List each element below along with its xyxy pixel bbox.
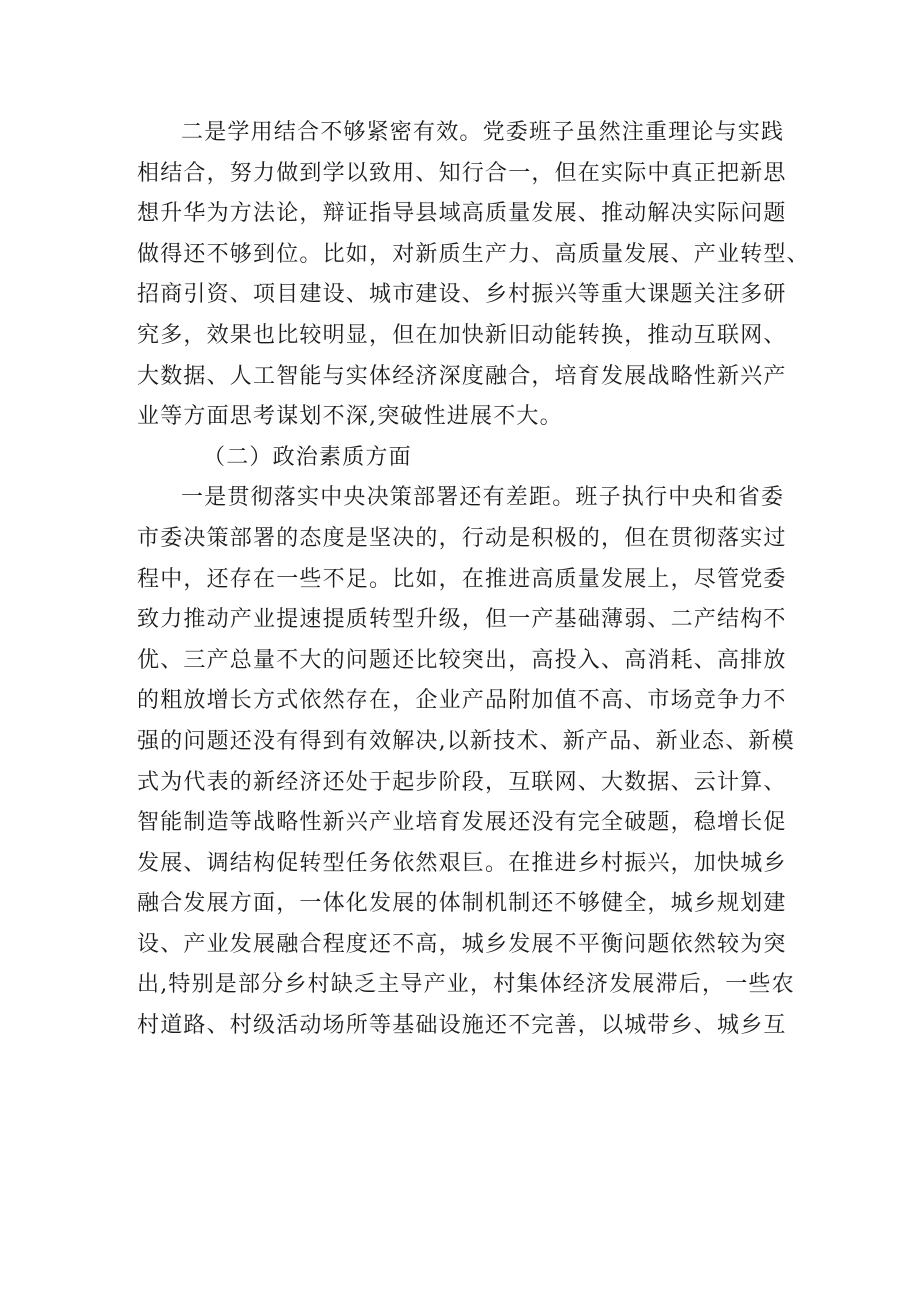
text-line: 相结合，努力做到学以致用、知行合一，但在实际中真正把新思 xyxy=(137,160,787,186)
text-line: 式为代表的新经济还处于起步阶段，互联网、大数据、云计算、 xyxy=(137,769,787,795)
paragraph-learning-application xyxy=(137,113,810,438)
section-heading: （二）政治素质方面 xyxy=(203,444,412,470)
text-line: 二是学用结合不够紧密有效。党委班子虽然注重理论与实践 xyxy=(181,120,785,145)
text-line: 设、产业发展融合程度还不高，城乡发展不平衡问题依然较为突 xyxy=(137,931,787,957)
text-line: 强的问题还没有得到有效解决,以新技术、新产品、新业态、新模 xyxy=(137,728,795,754)
text-line: 一是贯彻落实中央决策部署还有差距。班子执行中央和省委 xyxy=(181,485,785,511)
document-body xyxy=(137,113,810,1047)
text-line: 大数据、人工智能与实体经济深度融合，培育发展战略性新兴产 xyxy=(137,363,787,389)
text-line: 出,特别是部分乡村缺乏主导产业，村集体经济发展滞后，一些农 xyxy=(137,972,795,998)
text-line: 业等方面思考谋划不深,突破性进展不大。 xyxy=(137,404,563,430)
paragraph-policy-implementation xyxy=(137,478,793,1046)
text-line: 优、三产总量不大的问题还比较突出，高投入、高消耗、高排放 xyxy=(137,647,787,673)
text-line: 致力推动产业提速提质转型升级，但一产基础薄弱、二产结构不 xyxy=(137,607,787,633)
text-line: 的粗放增长方式依然存在，企业产品附加值不高、市场竞争力不 xyxy=(137,688,787,714)
text-line: 融合发展方面，一体化发展的体制机制还不够健全，城乡规划建 xyxy=(137,891,787,917)
text-line: 发展、调结构促转型任务依然艰巨。在推进乡村振兴，加快城乡 xyxy=(137,850,787,876)
text-line: 程中，还存在一些不足。比如，在推进高质量发展上，尽管党委 xyxy=(137,566,787,592)
text-line: 做得还不够到位。比如，对新质生产力、高质量发展、产业转型、 xyxy=(137,241,810,267)
text-line: 智能制造等战略性新兴产业培育发展还没有完全破题，稳增长促 xyxy=(137,810,787,836)
text-line: 想升华为方法论，辩证指导县域高质量发展、推动解决实际问题 xyxy=(137,201,787,227)
text-line: 村道路、村级活动场所等基础设施还不完善，以城带乡、城乡互 xyxy=(137,1013,787,1039)
text-line: 招商引资、项目建设、城市建设、乡村振兴等重大课题关注多研 xyxy=(137,282,787,308)
text-line: 市委决策部署的态度是坚决的，行动是积极的，但在贯彻落实过 xyxy=(137,525,787,551)
text-line: 究多，效果也比较明显，但在加快新旧动能转换，推动互联网、 xyxy=(137,322,787,348)
